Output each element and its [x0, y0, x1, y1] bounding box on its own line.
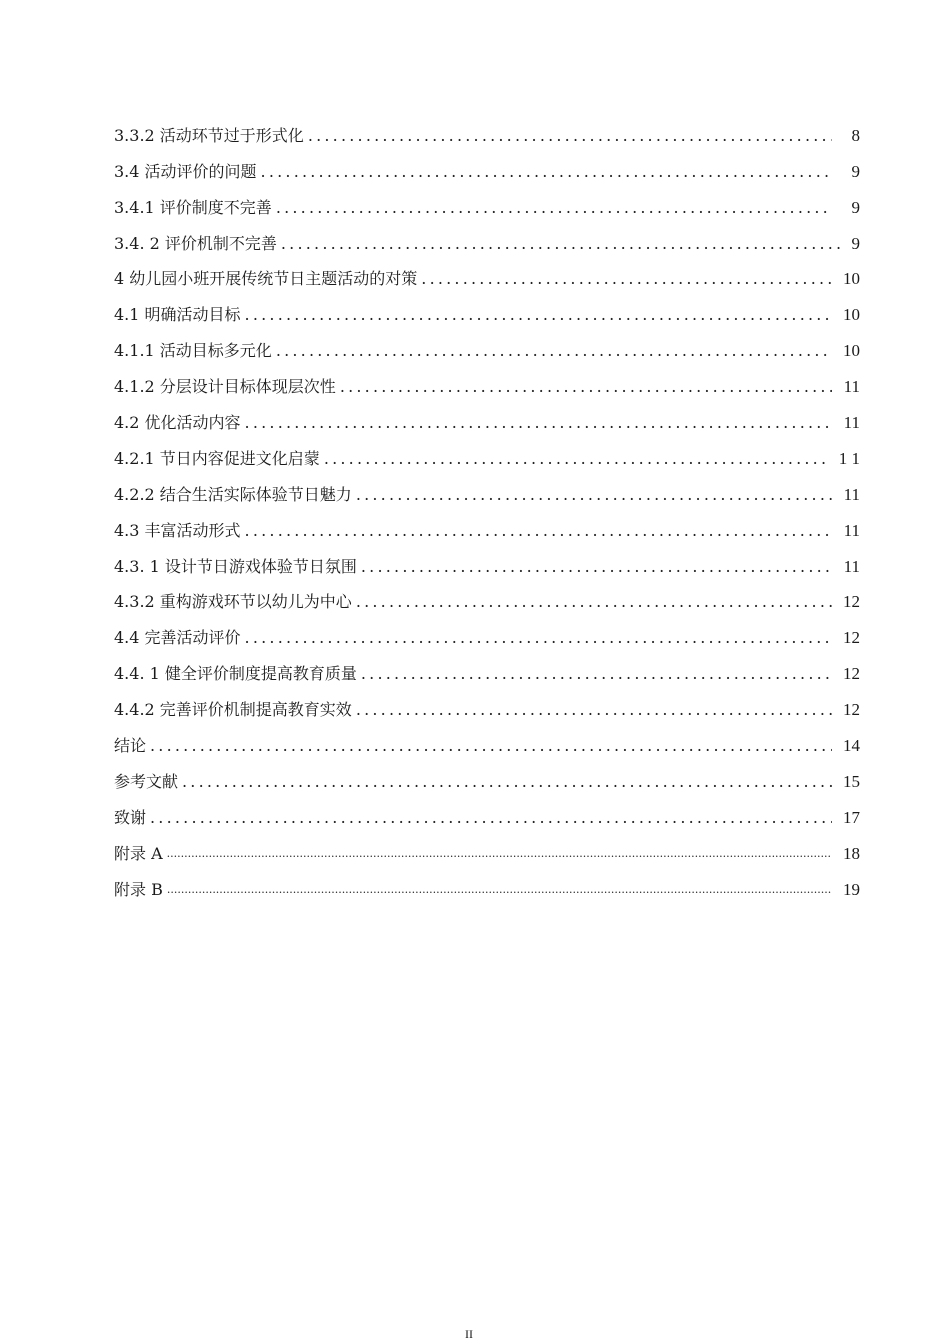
toc-entry-label: 3.3.2 活动环节过于形式化 [114, 125, 304, 145]
toc-entry[interactable] [114, 509, 860, 545]
toc-entry[interactable] [114, 437, 860, 473]
toc-entry[interactable] [114, 581, 860, 617]
toc-entry-page: 11 [843, 377, 860, 397]
toc-entry-label: 4 幼儿园小班开展传统节日主题活动的对策 [114, 269, 418, 289]
toc-entry-label: 3.4 活动评价的问题 [114, 161, 257, 181]
toc-entry-page: 10 [843, 305, 860, 325]
dot-leader [167, 880, 832, 904]
toc-entry[interactable] [114, 365, 860, 401]
toc-entry-page: 12 [843, 592, 860, 612]
page-number: II [465, 1327, 473, 1341]
toc-entry[interactable] [114, 293, 860, 329]
toc-entry[interactable] [114, 473, 860, 509]
toc-entry-page: 10 [843, 341, 860, 361]
toc-entry-page: 18 [843, 843, 860, 863]
toc-entry[interactable] [114, 258, 860, 294]
toc-entry[interactable] [114, 186, 860, 222]
toc-entry-label: 4.3.2 重构游戏环节以幼儿为中心 [114, 592, 352, 612]
dot-leader [340, 377, 832, 401]
toc-entry-label: 4.4.2 完善评价机制提高教育实效 [114, 700, 352, 720]
toc-entry-label: 3.4.1 评价制度不完善 [114, 197, 272, 217]
toc-entry-label: 附录 B [114, 879, 163, 899]
toc-entry[interactable] [114, 760, 860, 796]
toc-entry-label: 4.3. 1 设计节日游戏体验节日氛围 [114, 556, 357, 576]
dot-leader [167, 844, 832, 868]
dot-leader [356, 592, 832, 616]
toc-entry[interactable] [114, 688, 860, 724]
toc-entry-label: 4.2.2 结合生活实际体验节日魅力 [114, 484, 352, 504]
toc-entry-page: 11 [843, 556, 860, 576]
toc-entry-page: 12 [843, 628, 860, 648]
dot-leader [150, 808, 832, 832]
toc-entry-page: 14 [843, 736, 860, 756]
toc-entry[interactable] [114, 114, 860, 150]
toc-entry-page: 19 [843, 879, 860, 899]
dot-leader [308, 126, 832, 150]
toc-entry[interactable] [114, 545, 860, 581]
table-of-contents [114, 114, 860, 904]
dot-leader [361, 664, 832, 688]
dot-leader [356, 485, 832, 509]
dot-leader [361, 557, 832, 581]
dot-leader [261, 162, 832, 186]
toc-entry[interactable] [114, 150, 860, 186]
toc-entry-label: 4.2.1 节日内容促进文化启蒙 [114, 448, 320, 468]
dot-leader [150, 736, 832, 760]
toc-entry-label: 附录 A [114, 843, 163, 863]
dot-leader [276, 198, 832, 222]
toc-entry-label: 3.4. 2 评价机制不完善 [114, 233, 277, 253]
toc-entry[interactable] [114, 832, 860, 868]
toc-entry-page: 8 [851, 125, 860, 145]
toc-entry-page: 9 [851, 197, 860, 217]
toc-entry-label: 4.4. 1 健全评价制度提高教育质量 [114, 664, 357, 684]
toc-entry-label: 4.1.2 分层设计目标体现层次性 [114, 377, 336, 397]
toc-entry-page: 11 [843, 520, 860, 540]
toc-entry[interactable] [114, 652, 860, 688]
dot-leader [276, 341, 832, 365]
toc-entry-page: 12 [843, 700, 860, 720]
dot-leader [356, 700, 832, 724]
toc-entry-label: 4.4 完善活动评价 [114, 628, 241, 648]
dot-leader [182, 772, 832, 796]
toc-entry-label: 4.1.1 活动目标多元化 [114, 341, 272, 361]
toc-entry-page: 9 [851, 161, 860, 181]
toc-entry-page: 17 [843, 807, 860, 827]
toc-entry-page: 10 [843, 269, 860, 289]
toc-entry[interactable] [114, 796, 860, 832]
toc-entry-label: 致谢 [114, 807, 147, 827]
toc-entry-page: 11 [843, 413, 860, 433]
toc-entry-page: 11 [843, 484, 860, 504]
toc-entry[interactable] [114, 222, 860, 258]
toc-entry-page: 12 [843, 664, 860, 684]
dot-leader [245, 413, 832, 437]
toc-entry[interactable] [114, 868, 860, 904]
dot-leader [421, 269, 832, 293]
toc-entry-page: 15 [843, 771, 860, 791]
toc-entry[interactable] [114, 616, 860, 652]
toc-entry-label: 结论 [114, 736, 147, 756]
toc-entry-label: 4.3 丰富活动形式 [114, 520, 241, 540]
toc-entry-page: 1 1 [838, 448, 860, 468]
dot-leader [245, 521, 832, 545]
toc-entry[interactable] [114, 401, 860, 437]
toc-entry-label: 4.2 优化活动内容 [114, 413, 241, 433]
toc-entry-page: 9 [851, 233, 860, 253]
dot-leader [324, 449, 829, 473]
toc-entry[interactable] [114, 329, 860, 365]
dot-leader [245, 305, 832, 329]
toc-entry[interactable] [114, 724, 860, 760]
toc-entry-label: 参考文献 [114, 771, 179, 791]
toc-entry-label: 4.1 明确活动目标 [114, 305, 241, 325]
dot-leader [245, 628, 832, 652]
dot-leader [281, 234, 840, 258]
